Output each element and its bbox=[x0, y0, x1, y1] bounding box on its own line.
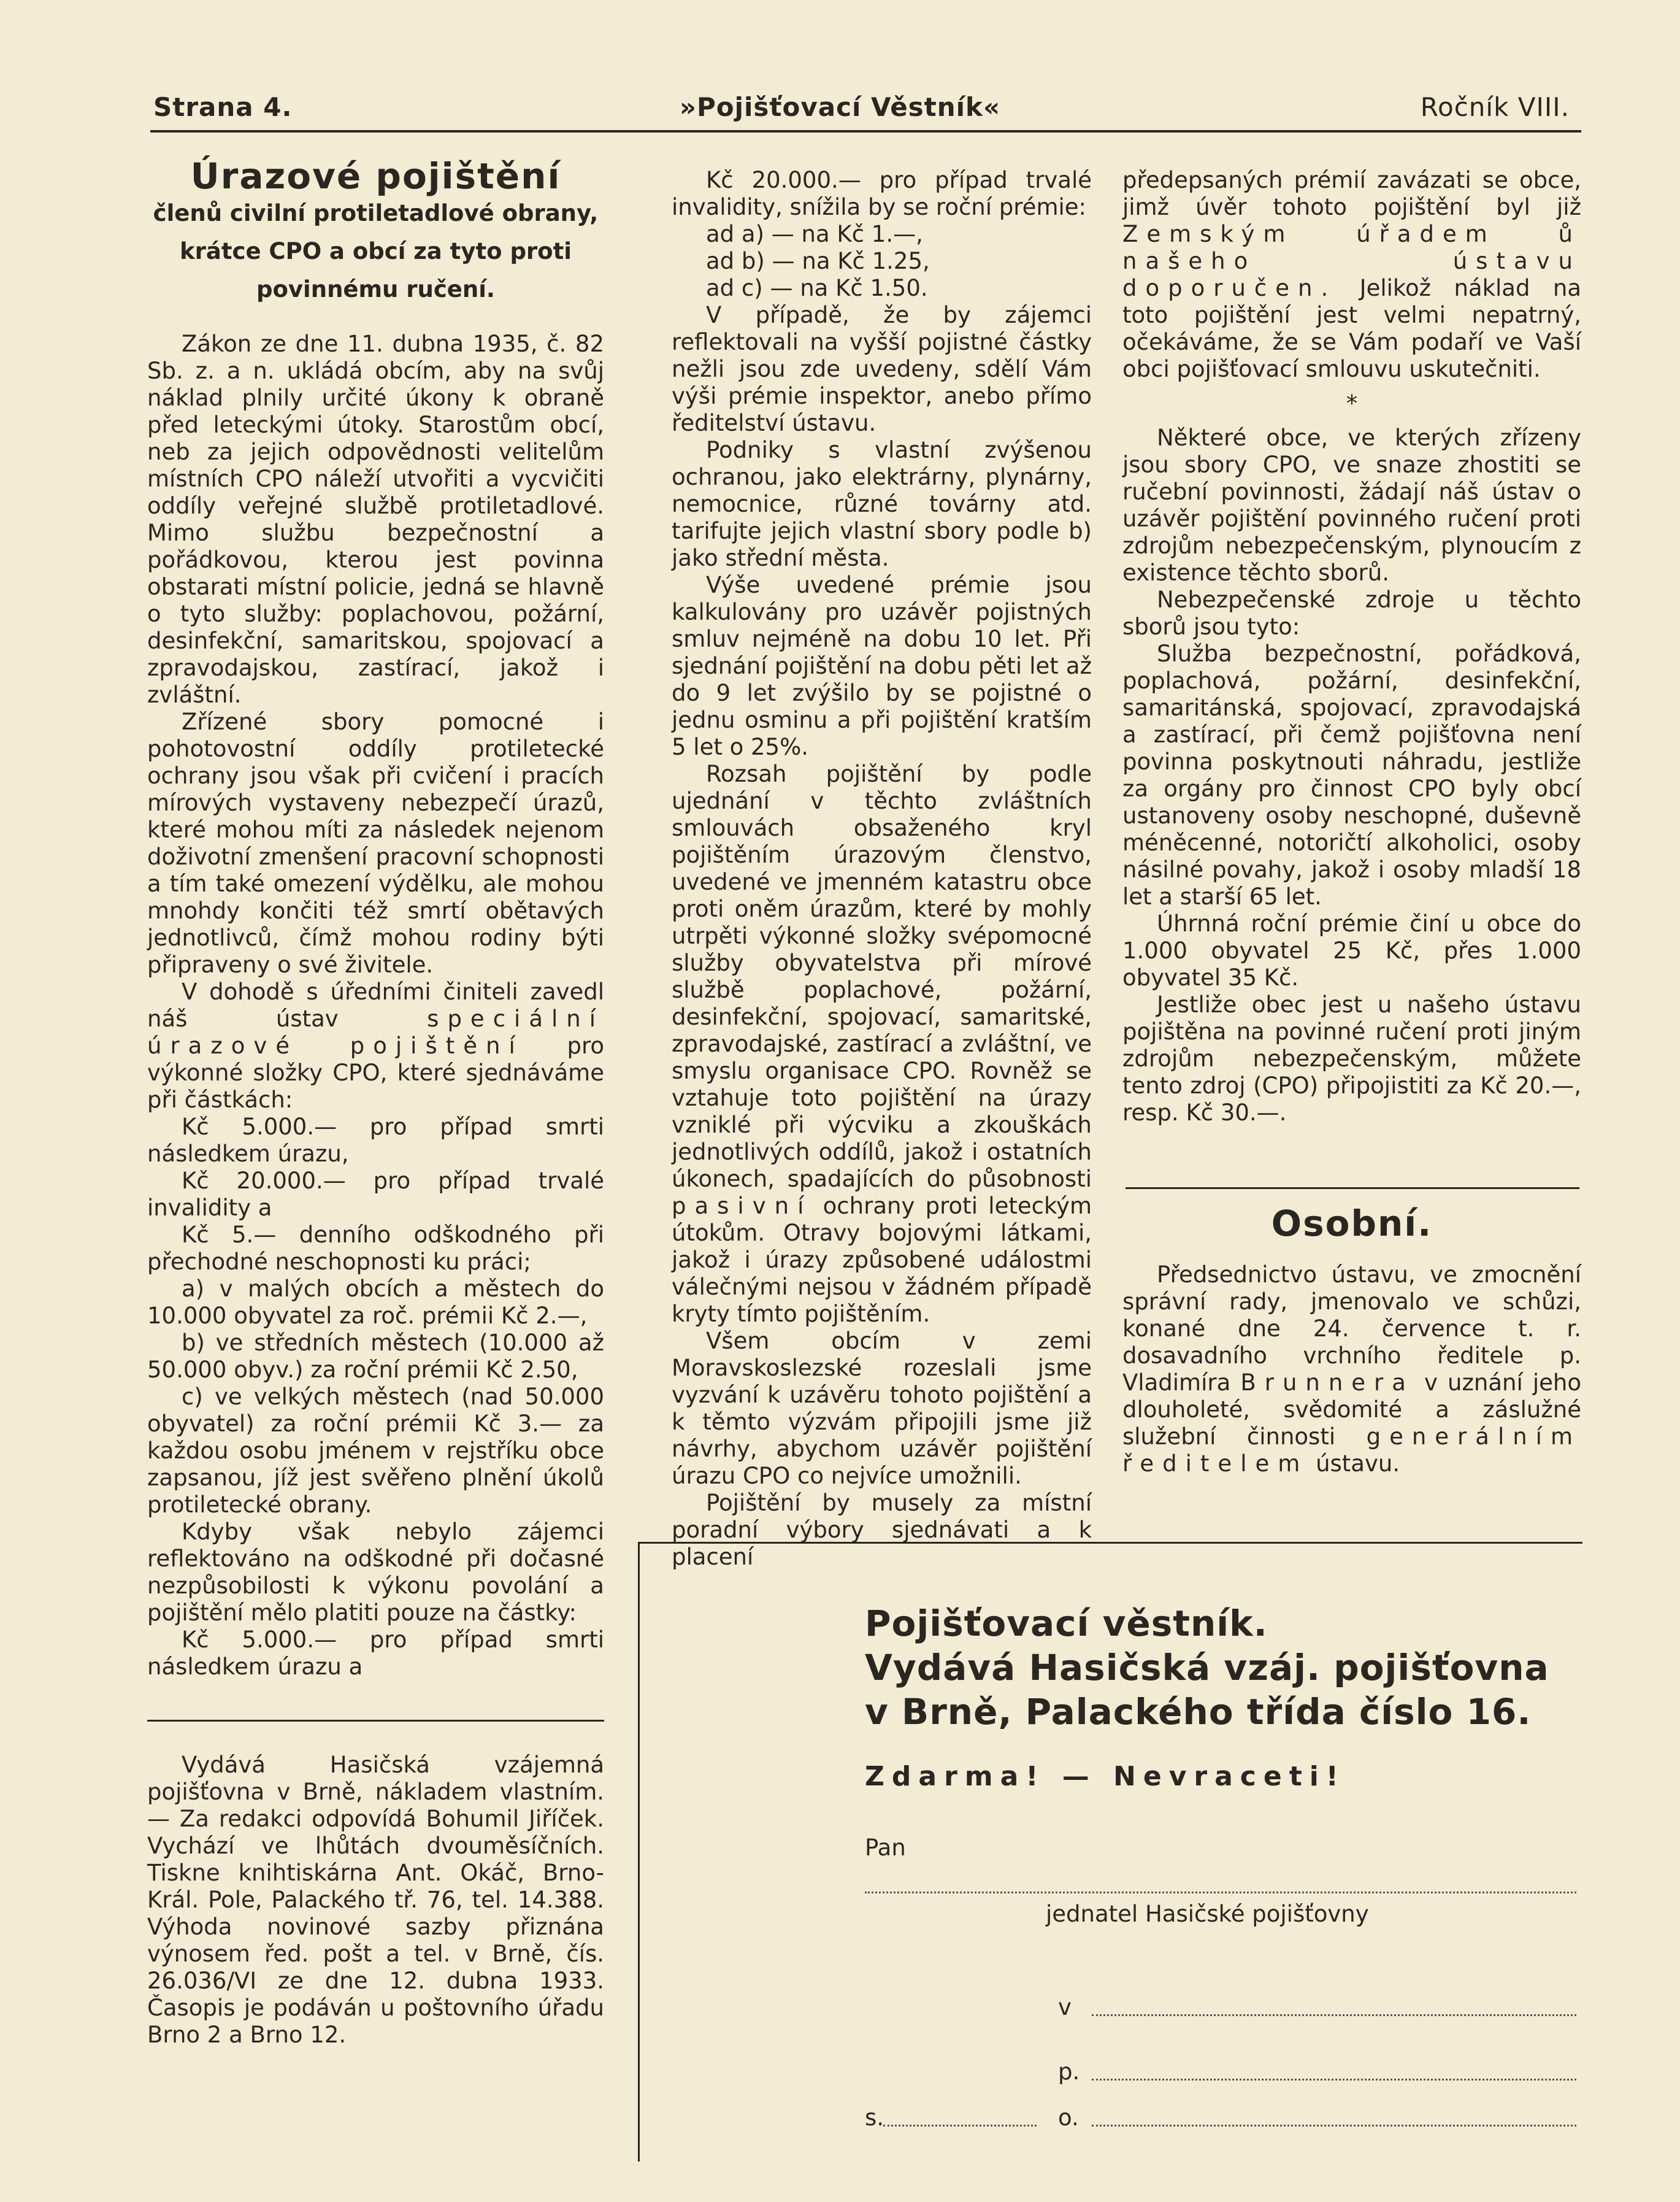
paragraph: Zřízené sbory pomocné i pohotovostní oddíly protiletecké ochrany jsou však při cvičení i pracích mírových vystaveny nebezpečí úrazů, které mohou míti za následek nejenom doživotní zmenšení pracovní schopnosti a tím také omezení výdělku, ale mohou mnohdy končiti též smrtí obětavých jednotlivců, čímž mohou rodiny býti připraveny o své živitele. bbox=[147, 709, 604, 978]
list-item: Kč 5.— denního odškodného při přechodné neschopnosti ku práci; bbox=[147, 1222, 604, 1275]
paragraph: Jestliže obec jest u našeho ústavu pojištěna na povinné ručení proti jiným zdrojům nebezpečenským, můžete tento zdroj (CPO) připojistiti za Kč 20.—, resp. Kč 30.—. bbox=[1122, 991, 1581, 1126]
mailer-top-rule bbox=[638, 1542, 1582, 1544]
asterisk-separator: * bbox=[1346, 390, 1358, 417]
list-item: a) v malých obcích a městech do 10.000 obyvatel za roč. prémii Kč 2.—, bbox=[147, 1276, 604, 1329]
list-item: Kč 5.000.— pro případ smrti následkem úrazu a bbox=[147, 1626, 604, 1680]
article-title: Úrazové pojištění bbox=[190, 155, 561, 197]
place-line bbox=[1092, 2014, 1576, 2016]
mailer-masthead bbox=[865, 1601, 1570, 1734]
spaced-text: pasivní bbox=[672, 1193, 813, 1219]
spaced-text: Brunnera bbox=[1240, 1369, 1414, 1396]
personal-title: Osobní. bbox=[1271, 1203, 1433, 1244]
list-item: c) ve velkých městech (nad 50.000 obyvatel) za roční prémii Kč 3.— za každou osobu jménem v rejstříku obce zapsanou, jíž jest svěřeno plnění úkolů protiletecké obrany. bbox=[147, 1384, 604, 1518]
paragraph: Nebezpečenské zdroje u těchto sborů jsou tyto: bbox=[1122, 587, 1581, 640]
subtitle-line: povinnému ručení. bbox=[256, 276, 495, 302]
paragraph: Služba bezpečnostní, pořádková, poplachová, požární, desinfekční, samaritánská, spojovací, zpravodajská a zastírací, při čemž pojišťovna není povinna poskytnouti náhradu, jestliže za orgány pro činnost CPO byly obcí ustanoveny osoby neschopné, duševně méněcenné, notoričtí alkoholici, osoby násilné povahy, jakož i osoby mladší 18 let a starší 65 let. bbox=[1122, 641, 1581, 910]
address-line bbox=[865, 1892, 1576, 1893]
paragraph: Podniky s vlastní zvýšenou ochranou, jako elektrárny, plynárny, nemocnice, různé továrny atd. tarifujte jejich vlastní sbory podle b) jako střední města. bbox=[672, 437, 1092, 571]
s-line bbox=[883, 2125, 1037, 2127]
masthead-line: Pojišťovací věstník. bbox=[865, 1603, 1268, 1644]
text-run: V dohodě s úředními činiteli zavedl náš ústav bbox=[147, 979, 604, 1032]
text-run: v uznání jeho dlouholeté, svědomité a záslužné služební činnosti bbox=[1122, 1369, 1581, 1450]
masthead-line: v Brně, Palackého třída číslo 16. bbox=[865, 1691, 1532, 1733]
journal-title: »Pojišťovací Věstník« bbox=[679, 92, 1001, 122]
subtitle-line: krátce CPO a obcí za tyto proti bbox=[180, 238, 572, 264]
paragraph: Zákon ze dne 11. dubna 1935, č. 82 Sb. z. a n. ukládá obcím, aby na svůj náklad plnily určité úkony k obraně před leteckými útoky. Starostům obcí, neb za jejich odpovědnosti velitelům místních CPO náleží utvořiti a vycvičiti oddíly veřejné službě protiletadlové. Mimo službu bezpečnostní a pořádkovou, kterou jest povinna obstarati místní policie, jedná se hlavně o tyto služby: poplachovou, požární, desinfekční, samaritskou, spojovací a zpravodajskou, zastírací, jakož i zvláštní. bbox=[147, 331, 604, 708]
header-rule bbox=[150, 130, 1581, 133]
text-run: Jelikož náklad na toto pojištění jest velmi nepatrný, očekáváme, že se Vám podaří ve Vaší obci pojišťovací smlouvu uskutečniti. bbox=[1122, 275, 1581, 382]
text-run: Předsednictvo ústavu, ve zmocnění správní rady, jmenovalo ve schůzi, konané dne 24. července t. r. dosavadního vrchního ředitele p. Vladimíra bbox=[1122, 1261, 1581, 1396]
article-subtitle bbox=[147, 194, 604, 309]
paragraph: Pojištění by musely za místní poradní výbory sjednávati a k placení bbox=[672, 1490, 1092, 1570]
volume-number: Ročník VIII. bbox=[1420, 92, 1570, 122]
masthead-line: Vydává Hasičská vzáj. pojišťovna bbox=[865, 1647, 1549, 1688]
subtitle-line: členů civilní protiletadlové obrany, bbox=[153, 200, 599, 226]
free-notice: Zdarma! — Nevraceti! bbox=[865, 1761, 1346, 1792]
spaced-text: generálním ředitelem bbox=[1122, 1423, 1581, 1477]
ad-item: ad c) — na Kč 1.50. bbox=[706, 275, 928, 301]
place-label: v bbox=[1058, 1994, 1072, 2020]
imprint-text: Vydává Hasičská vzájemná pojišťovna v Brně, nákladem vlastním. — Za redakci odpovídá Bohumil Jiříček. Vychází ve lhůtách dvouměsíčních. Tiskne knihtiskárna Ant. Okáč, Brno-Král. Pole, Palackého tř. 76, tel. 14.388. Výhoda novinové sazby přiznána výnosem řed. pošt a tel. v Brně, čís. 26.036/VI ze dne 12. dubna 1933. Časopis je podáván u poštovního úřadu Brno 2 a Brno 12. bbox=[147, 1752, 604, 2048]
addressee-label: Pan bbox=[865, 1834, 906, 1861]
paragraph: Některé obce, ve kterých zřízeny jsou sbory CPO, ve snaze zhostiti se ručební povinnosti, žádají náš ústav o uzávěr pojištění povinného ručení proti zdrojům nebezpečenským, plynoucím z existence těchto sborů. bbox=[1122, 425, 1581, 586]
text-run: předepsaných prémií zavázati se obce, jimž úvěr tohoto pojištění byl již bbox=[1122, 167, 1581, 220]
addressee-role: jednatel Hasičské pojišťovny bbox=[1046, 1901, 1369, 1927]
paragraph: Kdyby však nebylo zájemci reflektováno na odškodné při dočasné nezpůsobilosti k výkonu povolání a pojištění mělo platiti pouze na částky: bbox=[147, 1519, 604, 1626]
spaced-text: Zemským úřadem ů našeho ústavu doporučen. bbox=[1122, 221, 1581, 301]
paragraph bbox=[147, 979, 604, 1114]
ad-item: ad b) — na Kč 1.25, bbox=[706, 248, 930, 274]
paragraph bbox=[672, 761, 1092, 1328]
list-item: b) ve středních městech (10.000 až 50.000 obyv.) za roční prémii Kč 2.50, bbox=[147, 1330, 604, 1383]
post-label: p. bbox=[1058, 2058, 1080, 2085]
ad-item: ad a) — na Kč 1.—, bbox=[706, 221, 923, 247]
text-run: ochrany proti leteckým útokům. Otravy bojovými látkami, jakož i úrazy způsobené událostmi válečnými nejsou v žádném případě kryty tímto pojištěním. bbox=[672, 1193, 1092, 1327]
column-3 bbox=[1122, 167, 1581, 1126]
paragraph: Úhrnná roční prémie činí u obce do 1.000 obyvatel 25 Kč, přes 1.000 obyvatel 35 Kč. bbox=[1122, 910, 1581, 991]
paragraph: Výše uvedené prémie jsou kalkulovány pro uzávěr pojistných smluv nejméně na dobu 10 let. Při sjednání pojištění na dobu pěti let až do 9 let zvýšilo by se pojistné o jednu osminu a při pojištění kratším 5 let o 25%. bbox=[672, 572, 1092, 760]
district-line bbox=[1092, 2125, 1576, 2127]
text-run: Rozsah pojištění by podle ujednání v těchto zvláštních smlouvách obsaženého kryl pojištěním úrazovým členstvo, uvedené ve jmenném katastru obce proti oněm úrazům, které by mohly utrpěti výkonné složky svépomocné služby obyvatelstva při mírové službě poplachové, požární, desinfekční, spojovací, samaritské, zpravodajské, zastírací a zvláštní, ve smyslu organisace CPO. Rovněž se vztahuje toto pojištění na úrazy vzniklé při výcviku a zkouškách jednotlivých oddílů, jakož i ostatních úkonech, spadajících do působnosti bbox=[672, 761, 1092, 1192]
column-2 bbox=[672, 167, 1092, 1571]
post-line bbox=[1092, 2079, 1576, 2081]
paragraph: Všem obcím v zemi Moravskoslezské rozeslali jsme vyzvání k uzávěru tohoto pojištění a k těmto výzvám připojili jsme již návrhy, abychom uzávěr pojištění úrazu CPO co nejvíce umožnili. bbox=[672, 1328, 1092, 1489]
text-run: ústavu. bbox=[1316, 1450, 1400, 1477]
imprint-rule bbox=[147, 1720, 604, 1722]
list-item: Kč 5.000.— pro případ smrti následkem úrazu, bbox=[147, 1114, 604, 1167]
paragraph bbox=[1122, 167, 1581, 383]
mailer-left-rule bbox=[638, 1542, 640, 2162]
imprint bbox=[147, 1752, 604, 2049]
spaced-text: speciální úrazové pojištění bbox=[147, 1006, 605, 1059]
district-label: o. bbox=[1058, 2104, 1079, 2131]
column-1 bbox=[147, 155, 605, 1680]
page-number: Strana 4. bbox=[153, 92, 293, 122]
s-label: s. bbox=[865, 2104, 884, 2131]
personal-section bbox=[1122, 1203, 1581, 1477]
paragraph: Kč 20.000.— pro případ trvalé invalidity, snížila by se roční prémie: bbox=[672, 167, 1092, 220]
paragraph: V případě, že by zájemci reflektovali na vyšší pojistné částky nežli jsou zde uvedeny, sdělí Vám výši prémie inspektor, anebo přímo ředitelství ústavu. bbox=[672, 302, 1092, 436]
text-run: pro výkonné složky CPO, které sjednáváme při částkách: bbox=[147, 1033, 605, 1113]
paragraph bbox=[1122, 1261, 1581, 1477]
section-rule bbox=[1126, 1187, 1579, 1189]
list-item: Kč 20.000.— pro případ trvalé invalidity a bbox=[147, 1168, 604, 1221]
